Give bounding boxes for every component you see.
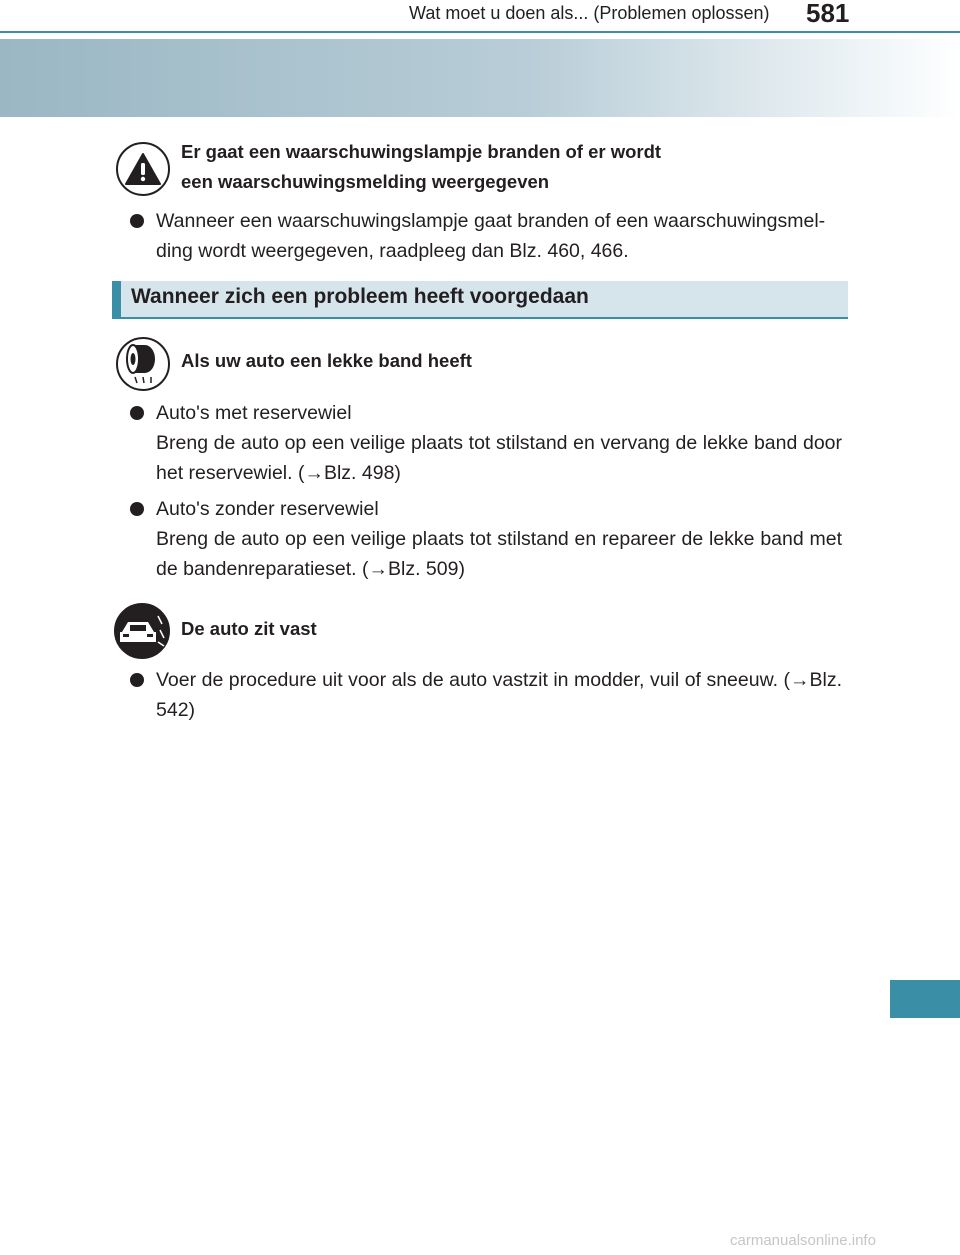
bullet — [130, 214, 144, 228]
header-rule — [0, 31, 960, 33]
stuck-heading: De auto zit vast — [181, 618, 317, 639]
header-band — [0, 39, 960, 117]
section-header — [112, 281, 848, 319]
watermark: carmanualsonline.info — [730, 1232, 876, 1249]
bullet — [130, 406, 144, 420]
flat-tire-item-1 — [156, 398, 842, 488]
warning-heading — [181, 137, 661, 197]
flat-tire-heading: Als uw auto een lekke band heeft — [181, 350, 472, 371]
flat-tire-item-1-label: Auto's met reservewiel — [156, 402, 352, 424]
flat-tire-icon — [116, 337, 170, 391]
warning-bullet-text: Wanneer een waarschuwingslampje gaat branden of een waarschuwingsmel-ding wordt weergegeven, raadpleeg dan Blz. 460, 466. — [156, 210, 826, 262]
running-header-title: Wat moet u doen als... (Problemen oplossen) — [409, 3, 770, 23]
stuck-bullet-text: Voer de procedure uit voor als de auto vastzit in modder, vuil of sneeuw. (→Blz. 542) — [156, 669, 842, 721]
warning-heading-line2: een waarschuwingsmelding weergegeven — [181, 171, 550, 192]
flat-tire-item-2-text: Breng de auto op een veilige plaats tot stilstand en repareer de lekke band met de bandenreparatieset. (→Blz. 509) — [156, 528, 842, 580]
warning-triangle-icon — [116, 142, 170, 196]
chapter-thumb-tab — [890, 980, 960, 1018]
flat-tire-item-2 — [156, 494, 842, 584]
bullet — [130, 673, 144, 687]
flat-tire-item-1-text: Breng de auto op een veilige plaats tot stilstand en vervang de lekke band door het reservewiel. (→Blz. 498) — [156, 432, 842, 484]
section-title: Wanneer zich een probleem heeft voorgedaan — [131, 285, 589, 308]
bullet — [130, 502, 144, 516]
stuck-car-icon — [114, 603, 170, 659]
page-number: 581 — [806, 0, 850, 28]
flat-tire-item-2-label: Auto's zonder reservewiel — [156, 498, 379, 520]
warning-heading-line1: Er gaat een waarschuwingslampje branden of er wordt — [181, 141, 662, 162]
